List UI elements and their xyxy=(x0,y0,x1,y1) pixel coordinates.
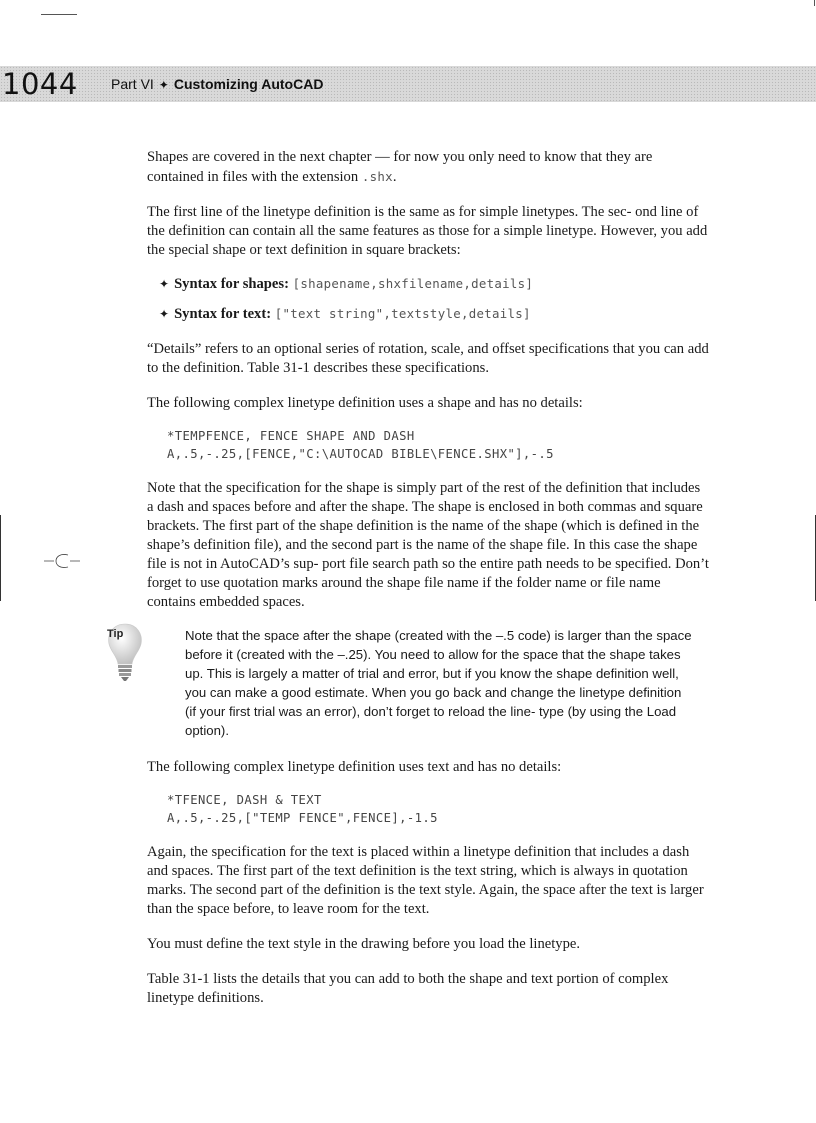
paragraph-text: . xyxy=(392,169,397,185)
paragraph-text: Shapes are covered in the next chapter — for now you only need to know that they are contained in files with the extension xyxy=(147,149,653,185)
code-line: A,.5,-.25,["TEMP FENCE",FENCE],-1.5 xyxy=(167,811,438,825)
paragraph: “Details” refers to an optional series of rotation, scale, and offset specifications that you can add to the definition. Table 31-1 describes these specifications. xyxy=(147,341,709,376)
crop-mark-top-left xyxy=(41,14,77,15)
syntax-list xyxy=(147,274,709,324)
list-item xyxy=(159,274,709,294)
inline-code: .shx xyxy=(361,169,393,184)
code-line: *TEMPFENCE, FENCE SHAPE AND DASH xyxy=(167,429,415,443)
paragraph: The following complex linetype definition uses a shape and has no details: xyxy=(147,395,583,411)
crop-mark-left xyxy=(0,515,1,601)
code-line: *TFENCE, DASH & TEXT xyxy=(167,793,322,807)
tip-label: Tip xyxy=(107,628,124,640)
list-item-label: Syntax for text: xyxy=(174,306,272,322)
paragraph: Table 31-1 lists the details that you can add to both the shape and text portion of complex linetype definitions. xyxy=(147,971,669,1006)
crop-mark-top-right xyxy=(814,0,815,6)
code-block xyxy=(147,791,709,827)
paragraph: Again, the specification for the text is placed within a linetype definition that includes a dash and spaces. The first part of the text definition is the text string, which is always in quotation marks. The second part of the definition is the text style. Again, the space after the text is larger than the space before, to leave room for the text. xyxy=(147,844,704,917)
list-item-label: Syntax for shapes: xyxy=(174,276,289,292)
paragraph: You must define the text style in the drawing before you load the linetype. xyxy=(147,936,580,952)
tip-box xyxy=(107,626,709,740)
paragraph: The first line of the linetype definition is the same as for simple linetypes. The sec- ond line of the definition can contain all the same features as those for a simple linetype. However, you add the special shape or text definition in square brackets: xyxy=(147,204,708,258)
inline-code: ["text string",textstyle,details] xyxy=(274,306,531,321)
bullet-diamond-icon: ✦ xyxy=(159,277,170,291)
page-body xyxy=(107,148,709,1008)
chapter-title: Customizing AutoCAD xyxy=(173,76,324,92)
tip-text: Note that the space after the shape (created with the –.5 code) is larger than the space before it (created with the –.25). You need to allow for the space that the shape takes up. This is largely a matter of trial and error, but if you know the shape definition well, you can make a good estimate. When you go back and change the linetype definition (if your first trial was an error), don’t forget to reload the line- type (by using the Load option). xyxy=(185,628,692,738)
part-label: Part VI xyxy=(111,76,154,92)
list-item xyxy=(159,304,709,324)
page-number: 1044 xyxy=(2,67,78,101)
paragraph: The following complex linetype definition uses text and has no details: xyxy=(147,759,562,775)
separator-diamond-icon: ✦ xyxy=(158,78,169,92)
bullet-diamond-icon: ✦ xyxy=(159,307,170,321)
code-line: A,.5,-.25,[FENCE,"C:\AUTOCAD BIBLE\FENCE.SHX"],-.5 xyxy=(167,447,554,461)
code-block xyxy=(147,427,709,463)
paragraph xyxy=(147,148,709,187)
inline-code: [shapename,shxfilename,details] xyxy=(292,276,534,291)
registration-mark-icon xyxy=(42,551,82,571)
paragraph: Note that the specification for the shape is simply part of the rest of the definition that includes a dash and spaces before and after the shape. The shape is enclosed in both commas and square brackets. The first part of the shape definition is the name of the shape (which is defined in the shape’s definition file), and the second part is the name of the shape file. In this case the shape file is not in AutoCAD’s sup- port file search path so the entire path needs to be specified. Don’t forget to use quotation marks around the shape file name if the folder name or file name contains embedded spaces. xyxy=(147,480,709,610)
running-header xyxy=(111,66,323,103)
